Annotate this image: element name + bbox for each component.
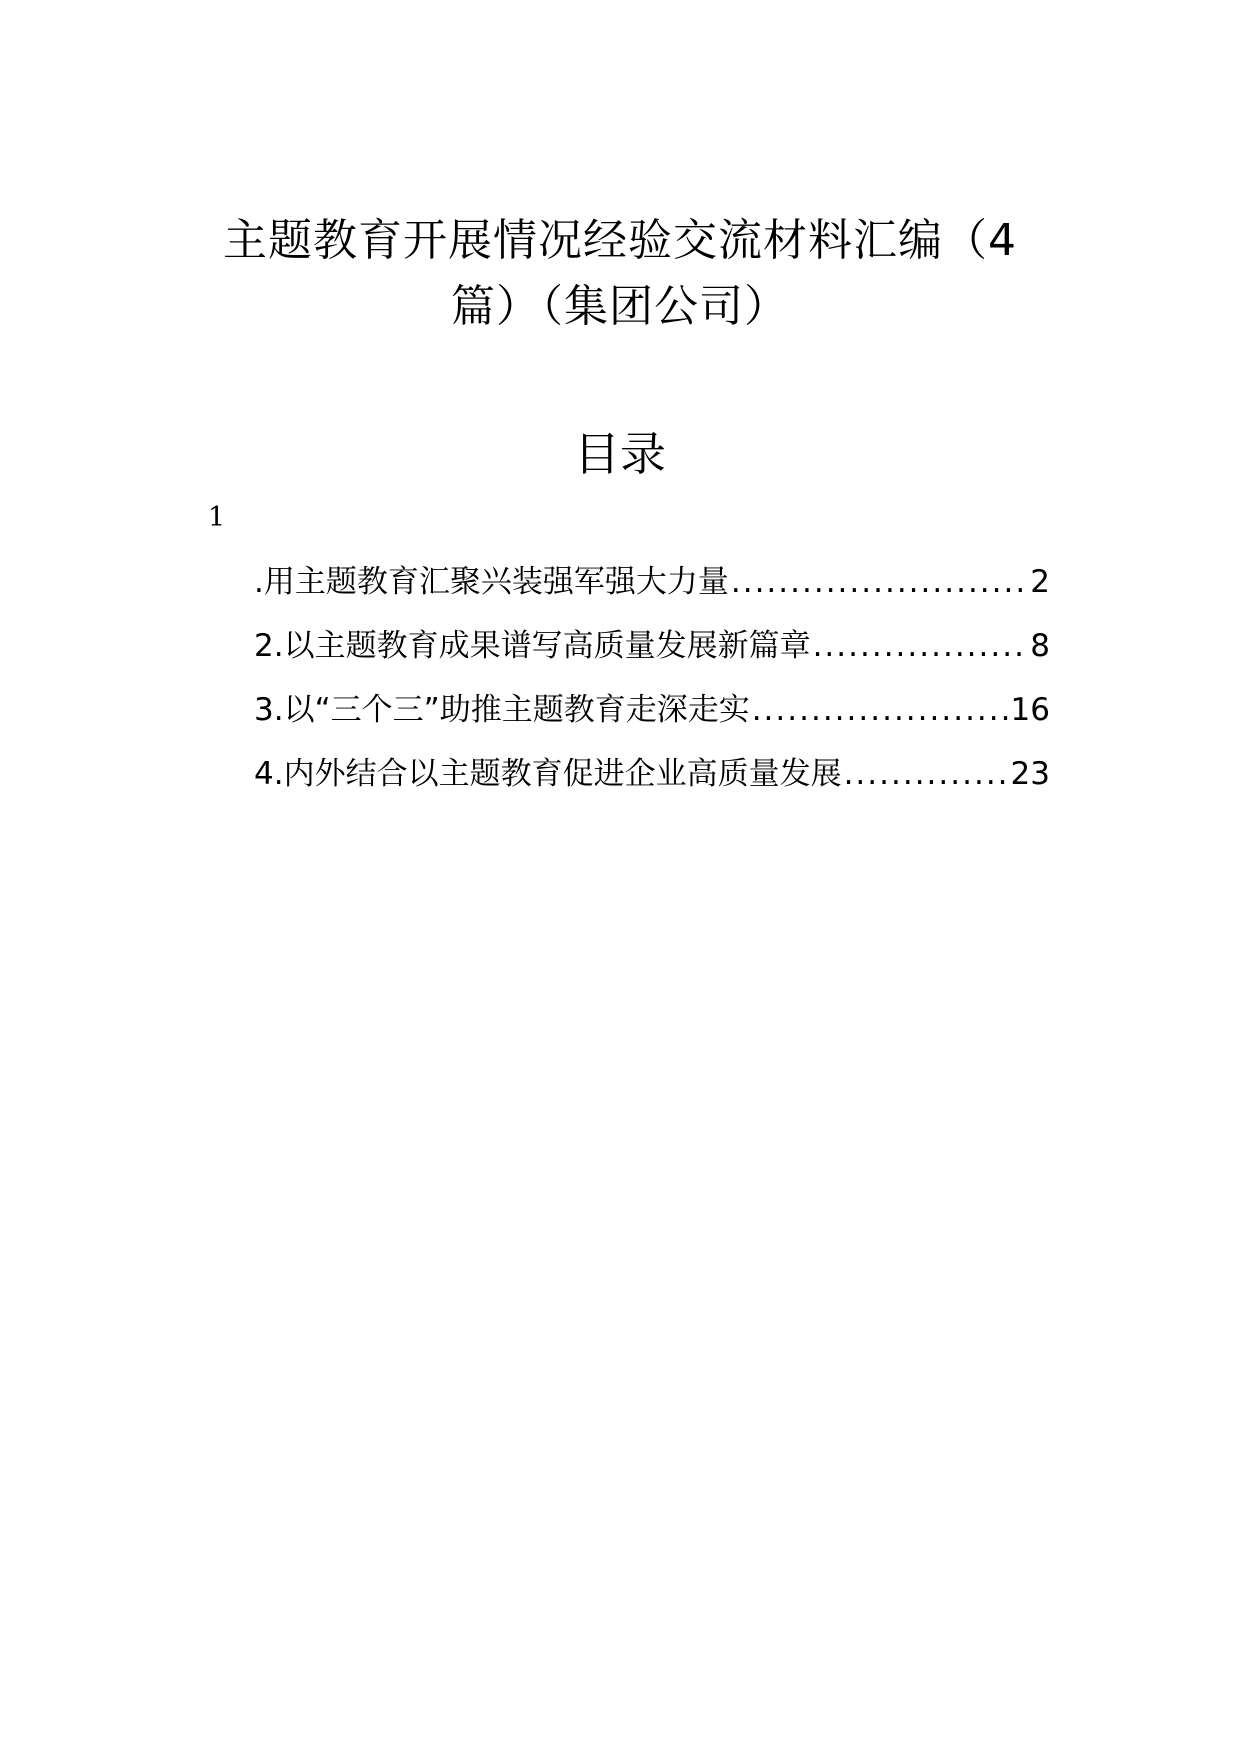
toc-entry-4[interactable]: [254, 752, 1050, 816]
toc-entry-title: 4.内外结合以主题教育促进企业高质量发展: [254, 756, 842, 792]
toc-page-number: 8: [1030, 628, 1050, 664]
toc-dot-leader: [844, 752, 1009, 796]
toc-entry-3[interactable]: [254, 688, 1050, 752]
toc-dot-leader: [752, 688, 1009, 732]
toc-entry-title: 3.以“三个三”助推主题教育走深走实: [254, 692, 750, 728]
toc-entry-title: 2.以主题教育成果谱写高质量发展新篇章: [254, 628, 811, 664]
toc-page-number: 16: [1010, 692, 1050, 728]
toc-heading: 目录: [574, 427, 666, 481]
document-title-line-1: 主题教育开展情况经验交流材料汇编（4: [223, 215, 1017, 266]
table-of-contents: [254, 560, 1050, 816]
document-title-line-2: 篇）（集团公司）: [451, 281, 789, 332]
toc-entry-title: .用主题教育汇聚兴装强军强大力量: [254, 564, 729, 600]
document-title: [200, 208, 1040, 340]
toc-entry-1[interactable]: [254, 560, 1050, 624]
stray-number: 1: [208, 502, 226, 533]
toc-dot-leader: [731, 560, 1028, 604]
toc-dot-leader: [813, 624, 1029, 668]
toc-page-number: 23: [1010, 756, 1050, 792]
toc-page-number: 2: [1030, 564, 1050, 600]
toc-entry-2[interactable]: [254, 624, 1050, 688]
